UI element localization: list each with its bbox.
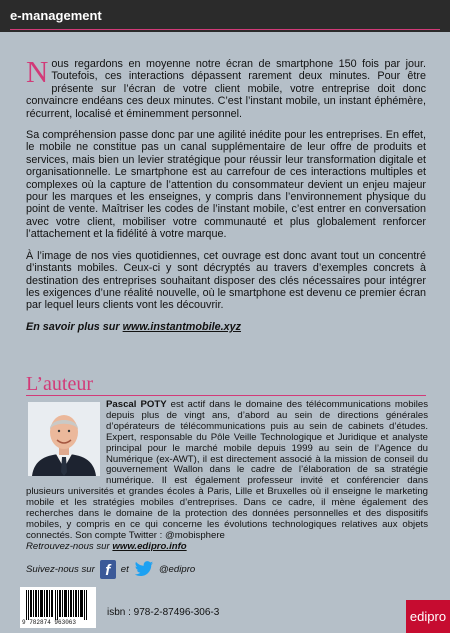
twitter-handle: @edipro xyxy=(158,563,196,575)
facebook-icon[interactable]: f xyxy=(100,560,116,579)
publisher-logo: edipro xyxy=(406,600,450,633)
barcode xyxy=(20,587,96,628)
intro-paragraph-1 xyxy=(26,54,426,120)
social-and: et xyxy=(120,563,129,575)
barcode-number: 9 782874 963063 xyxy=(22,619,77,626)
intro-paragraph-2: Sa compréhension passe donc par une agilité inédite pour les entreprises. En effet, le mobile ne constitue pas un canal supplémentaire de leur offre de produits et services, mais bien un levier stratégique pour réussir leur transformation digitale et organisationnelle. Le smartphone est au carrefour de ces interactions multiples et complexes où la capture de l’attention du consommateur devient un enjeu majeur pour les marques et les enseignes, y compris dans l’environnement physique du point de vente. Maîtriser les codes de l’instant mobile, c’est entrer en conversation avec votre client, mobiliser votre communauté et plus globalement renforcer l’attachement et la fidélité à votre marque. xyxy=(26,129,426,241)
more-info xyxy=(26,321,426,333)
series-title: e-management xyxy=(10,8,102,23)
isbn: isbn : 978-2-87496-306-3 xyxy=(107,607,220,618)
header-bar xyxy=(0,0,450,32)
more-info-label: En savoir plus sur xyxy=(26,320,123,333)
website-line xyxy=(26,541,187,552)
back-cover-text xyxy=(26,54,426,342)
intro-paragraph-3: À l’image de nos vies quotidiennes, cet ouvrage est donc avant tout un concentré d’instants mobiles. Ceux-ci y sont décryptés au travers d’exemples concrets à destination des entreprises souhaitant disposer des clés nécessaires pour intégrer les exigences d’une réalité nouvelle, où le smartphone est devenu ce premier écran par lequel leurs clients vont les découvrir. xyxy=(26,249,426,312)
website-label: Retrouvez-nous sur xyxy=(26,541,113,552)
author-bio-text: est actif dans le domaine des télécommunications mobiles depuis plus de vingt ans, d’abord au sein de directions générales d’opérateurs de télécommunications puis au sein de cabinets d’études. Expert, responsable du Pôle Veille Technologique et Juridique et analyste principal pour le marché mobile depuis 1999 au sein de l’Agence du Numérique (ex-AWT), il est directement associé à la mission de conseil du gouvernement Wallon dans le cadre de l’élaboration de sa stratégie numérique. Il est également professeur invité et conférencier dans plusieurs universités et grandes écoles à Paris, Lille et Bruxelles où il enseigne le marketing mobile et les stratégies mobiles d’entreprises. Dans ce cadre, il mène également des recherches dans le domaine de la protection des données personnelles et des dispositifs mobiles, y compris en ce qui concerne les évolutions technologiques relatives aux objets connectés. Son compte Twitter : @mobisphere xyxy=(26,399,428,541)
author-divider xyxy=(26,395,426,396)
header-divider xyxy=(10,29,440,30)
more-info-link[interactable]: www.instantmobile.xyz xyxy=(122,320,241,333)
author-name: Pascal POTY xyxy=(106,399,167,410)
author-bio xyxy=(26,400,428,542)
website-link[interactable]: www.edipro.info xyxy=(112,541,187,552)
twitter-icon[interactable] xyxy=(134,561,154,578)
author-section-title: L’auteur xyxy=(26,373,94,395)
intro-paragraph-1-text: ous regardons en moyenne notre écran de smartphone 150 fois par jour. Toutefois, ces interactions dépassent rarement deux minutes. Pour être présente sur l’écran de votre client mobile, votre entreprise doit donc convaincre endéans ces deux minutes. C’est l’instant mobile, un instant éphémère, récurrent, localisé et éminemment personnel. xyxy=(26,58,426,120)
social-line xyxy=(26,558,195,580)
social-label: Suivez-nous sur xyxy=(26,563,95,575)
drop-cap: N xyxy=(26,54,49,89)
